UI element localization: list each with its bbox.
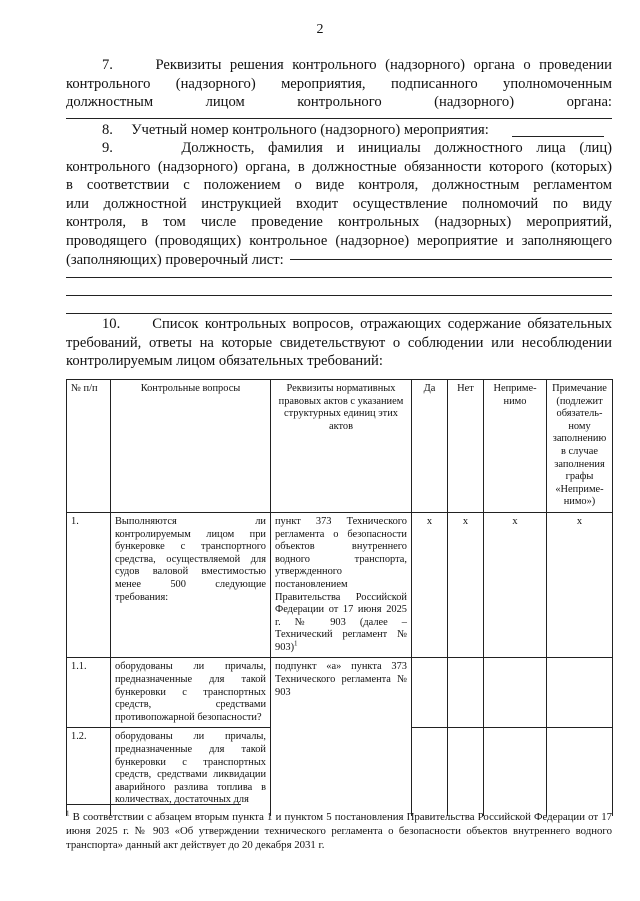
row-requisite-text: пункт 373 Технического регламента о безопасности объектов внутреннего водного транспорта, утвержденного постановлением Правительства Российской Федерации от 17 июня 2025 г. № 903 (далее – Технический регламент № 903) bbox=[275, 515, 407, 653]
row-question: оборудованы ли причалы, предназначенные для такой бункеровки с транспортных средств, средствами ликвидации аварийного разлива топлива в количествах, достаточных для bbox=[111, 728, 271, 816]
item-7-paragraph bbox=[66, 56, 612, 112]
header-yes: Да bbox=[412, 380, 448, 513]
item-9-line: контрольного (надзорного) органа, в должностные обязанности которого (которых) bbox=[66, 158, 612, 175]
header-questions: Контрольные вопросы bbox=[111, 380, 271, 513]
row-question: Выполняются ли контролируемым лицом при бункеровке с транспортного средства, осуществляемой для судов валовой вместимостью менее 500 следующие требования: bbox=[111, 512, 271, 658]
row-note-mark[interactable]: x bbox=[547, 512, 613, 658]
row-no-cell[interactable] bbox=[448, 658, 484, 728]
footnote-mark: 1 bbox=[66, 809, 70, 818]
row-no-mark[interactable]: x bbox=[448, 512, 484, 658]
header-no: Нет bbox=[448, 380, 484, 513]
row-yes-cell[interactable] bbox=[412, 658, 448, 728]
header-note: Примечание (подлежит обязатель-ному заполнению в случае заполнения графы «Неприме-нимо») bbox=[547, 380, 613, 513]
footnote-ref: 1 bbox=[294, 639, 298, 648]
table-row bbox=[67, 512, 613, 658]
item-9-fill-line bbox=[66, 295, 612, 296]
item-9-line: в соответствии с положением о виде контроля, должностным регламентом bbox=[66, 177, 612, 194]
item-7-line: должностным лицом контрольного (надзорного) органа: bbox=[66, 94, 612, 111]
item-7-line: контрольного (надзорного) мероприятия, подписанного уполномоченным bbox=[66, 75, 612, 92]
table-row bbox=[67, 728, 613, 816]
item-9-line: проводящего (проводящих) контрольное (надзорное) мероприятие и заполняющего bbox=[66, 232, 612, 249]
page-number: 2 bbox=[316, 22, 324, 37]
header-num: № п/п bbox=[67, 380, 111, 513]
row-yes-mark[interactable]: x bbox=[412, 512, 448, 658]
item-10-line: требований, ответы на которые свидетельствуют о соблюдении или несоблюдении bbox=[66, 334, 612, 351]
row-requisite bbox=[271, 728, 412, 816]
row-note-cell[interactable] bbox=[547, 728, 613, 816]
item-7-line: 7. Реквизиты решения контрольного (надзорного) органа о проведении bbox=[102, 57, 612, 73]
row-yes-cell[interactable] bbox=[412, 728, 448, 816]
row-question: оборудованы ли причалы, предназначенные для такой бункеровки с транспортных средств, средствами противопожарной безопасности? bbox=[111, 658, 271, 728]
item-9-line: или должностной инструкцией входит осуществление полномочий по виду bbox=[66, 195, 612, 212]
row-no-cell[interactable] bbox=[448, 728, 484, 816]
row-note-cell[interactable] bbox=[547, 658, 613, 728]
row-requisite bbox=[271, 512, 412, 658]
footnote-separator bbox=[66, 804, 241, 805]
footnote bbox=[66, 810, 612, 852]
row-num: 1.1. bbox=[67, 658, 111, 728]
footnote-text: В соответствии с абзацем вторым пункта 1 и пунктом 5 постановления Правительства Российской Федерации от 17 июня 2025 г. № 903 «Об утверждении технического регламента о безопасности объектов внутреннего водного транспорта» данный акт действует до 20 декабря 2031 г. bbox=[66, 811, 612, 851]
header-not-applicable: Неприме-нимо bbox=[484, 380, 547, 513]
item-10-last-line: контролируемым лицом обязательных требований: bbox=[66, 353, 383, 370]
item-9-line: 9. Должность, фамилия и инициалы должностного лица (лиц) bbox=[102, 140, 612, 156]
item-9-line: контроля, в том числе проведение контрольных (надзорных) мероприятий, bbox=[66, 214, 612, 231]
item-9-fill-line bbox=[290, 259, 612, 260]
item-9-fill-line bbox=[66, 313, 612, 314]
row-num: 1.2. bbox=[67, 728, 111, 816]
item-10-line: 10. Список контрольных вопросов, отражающих содержание обязательных bbox=[102, 316, 612, 332]
item-8-fill-line bbox=[512, 136, 604, 137]
item-8-text: 8. Учетный номер контрольного (надзорного) мероприятия: bbox=[102, 122, 489, 138]
table-header-row bbox=[67, 380, 613, 513]
row-not-applicable-cell[interactable] bbox=[484, 728, 547, 816]
item-9-fill-line bbox=[66, 277, 612, 278]
item-7-fill-line bbox=[66, 118, 612, 119]
header-requisites: Реквизиты нормативных правовых актов с указанием структурных единиц этих актов bbox=[271, 380, 412, 513]
row-num: 1. bbox=[67, 512, 111, 658]
table-row bbox=[67, 658, 613, 728]
row-requisite: подпункт «а» пункта 373 Технического регламента № 903 bbox=[271, 658, 412, 728]
item-9-paragraph bbox=[66, 139, 612, 269]
item-10-paragraph bbox=[66, 315, 612, 371]
row-not-applicable-mark[interactable]: x bbox=[484, 512, 547, 658]
item-9-last-line: (заполняющих) проверочный лист: bbox=[66, 251, 284, 268]
row-not-applicable-cell[interactable] bbox=[484, 658, 547, 728]
checklist-table bbox=[66, 379, 613, 816]
